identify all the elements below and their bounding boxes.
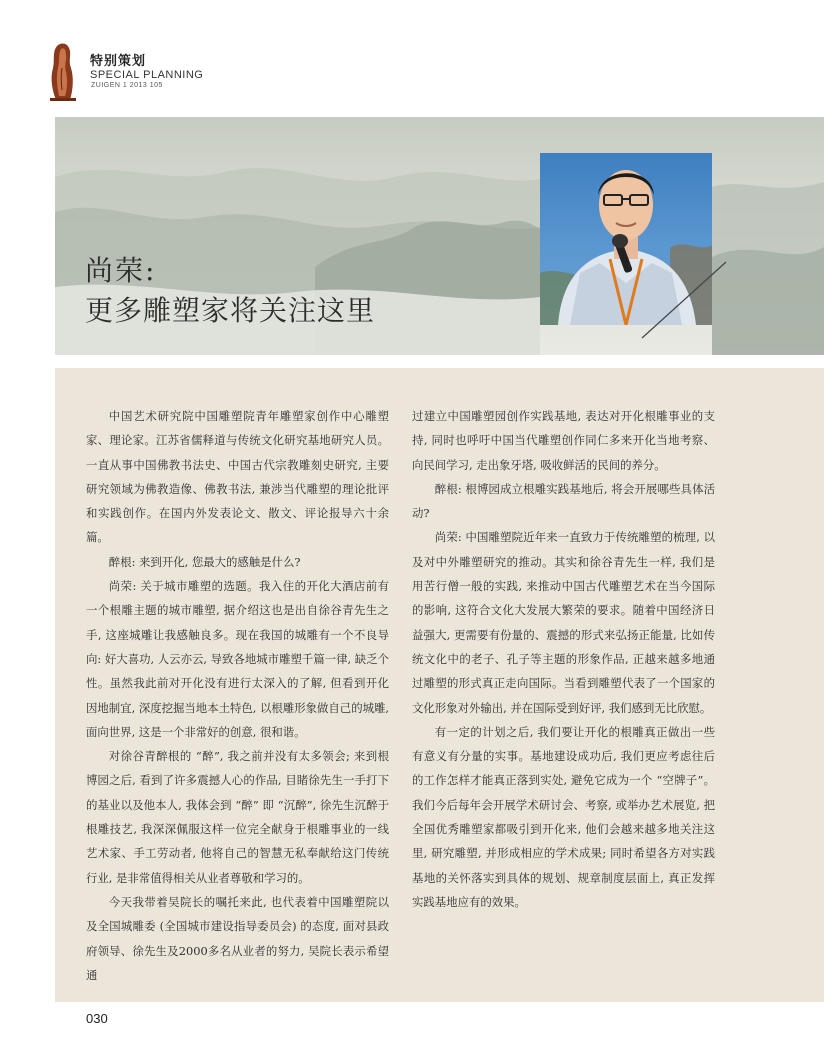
paragraph: 中国艺术研究院中国雕塑院青年雕塑家创作中心雕塑家、理论家。江苏省儒释道与传统文化研究基地研究人员。一直从事中国佛教书法史、中国古代宗教雕刻史研究, 主要研究领域为佛教造像、佛教书法, 兼涉当代雕塑的理论批评和实践创作。在国内外发表论文、散文、评论报导六十余篇。 (86, 409, 389, 545)
article-column-right (412, 404, 715, 914)
section-title-en: SPECIAL PLANNING (90, 69, 204, 81)
interview-question: 醉根: 来到开化, 您最大的感触是什么? (108, 554, 301, 569)
interview-answer: 尚荣: 关于城市雕塑的选题。我入住的开化大酒店前有一个根雕主题的城市雕塑, 据介绍这也是出自徐谷青先生之手, 这座城雕让我感触良多。现在我国的城雕有一个不良导向: 好大喜功, 人云亦云, 导致各地城市雕塑千篇一律, 缺乏个性。虽然我此前对开化没有进行太深入的了解, 但看到开化因地制宜, 深度挖掘当地本土特色, 以根雕形象做自己的城雕, 面向世界, 这是一个非常好的创意, 很和谐。 (86, 579, 389, 739)
paragraph: 过建立中国雕塑园创作实践基地, 表达对开化根雕事业的支持, 同时也呼吁中国当代雕塑创作同仁多来开化当地考察、向民间学习, 走出象牙塔, 吸收鲜活的民间的养分。 (412, 409, 715, 472)
interview-answer: 尚荣: 中国雕塑院近年来一直致力于传统雕塑的梳理, 以及对中外雕塑研究的推动。其实和徐谷青先生一样, 我们是用苦行僧一般的实践, 来推动中国古代雕塑艺术在当今国际的影响, 这符合文化大发展大繁荣的要求。随着中国经济日益强大, 更需要有份量的、震撼的形式来弘扬正能量, 比如传统文化中的老子、孔子等主题的形象作品, 正越来越多地通过雕塑的形式真正走向国际。当看到雕塑代表了一个国家的文化形象对外输出, 并在国际受到好评, 我们感到无比欣慰。 (412, 530, 715, 715)
article-column-left (86, 404, 389, 987)
page-number: 030 (86, 1011, 108, 1026)
interview-question: 醉根: 根博园成立根雕实践基地后, 将会开展哪些具体活动? (412, 481, 715, 521)
root-sculpture-logo-icon (46, 40, 80, 102)
article-title-name: 尚荣: (85, 254, 157, 287)
paragraph: 对徐谷青醉根的 “醉”, 我之前并没有太多领会; 来到根博园之后, 看到了许多震撼人心的作品, 目睹徐先生一手打下的基业以及他本人, 我体会到 “醉” 即 “沉醉”, 徐先生沉醉于根雕技艺, 我深深佩服这样一位完全献身于根雕事业的一线艺术家、手工劳动者, 他将自己的智慧无私奉献给这门传统行业, 是非常值得相关从业者尊敬和学习的。 (86, 749, 389, 885)
paragraph: 有一定的计划之后, 我们要让开化的根雕真正做出一些有意义有分量的实事。基地建设成功后, 我们更应考虑往后的工作怎样才能真正落到实处, 避免它成为一个 “空牌子”。我们今后每年会开展学术研讨会、考察, 或举办艺术展览, 把全国优秀雕塑家都吸引到开化来, 他们会越来越多地关注这里, 研究雕塑, 并形成相应的学术成果; 同时希望各方对实践基地的关怀落实到具体的规划、规章制度层面上, 真正发挥实践基地应有的效果。 (412, 724, 715, 909)
paragraph: 今天我带着吴院长的嘱托来此, 也代表着中国雕塑院以及全国城雕委 (全国城市建设指导委员会) 的态度, 面对县政府领导、徐先生及2000多名从业者的努力, 吴院长表示希望通 (86, 894, 389, 982)
article-title-headline: 更多雕塑家将关注这里 (85, 294, 376, 327)
issue-code: ZUIGEN 1 2013 105 (91, 82, 163, 89)
decorative-diagonal-line (640, 250, 730, 340)
section-title-cn: 特别策划 (90, 54, 147, 69)
